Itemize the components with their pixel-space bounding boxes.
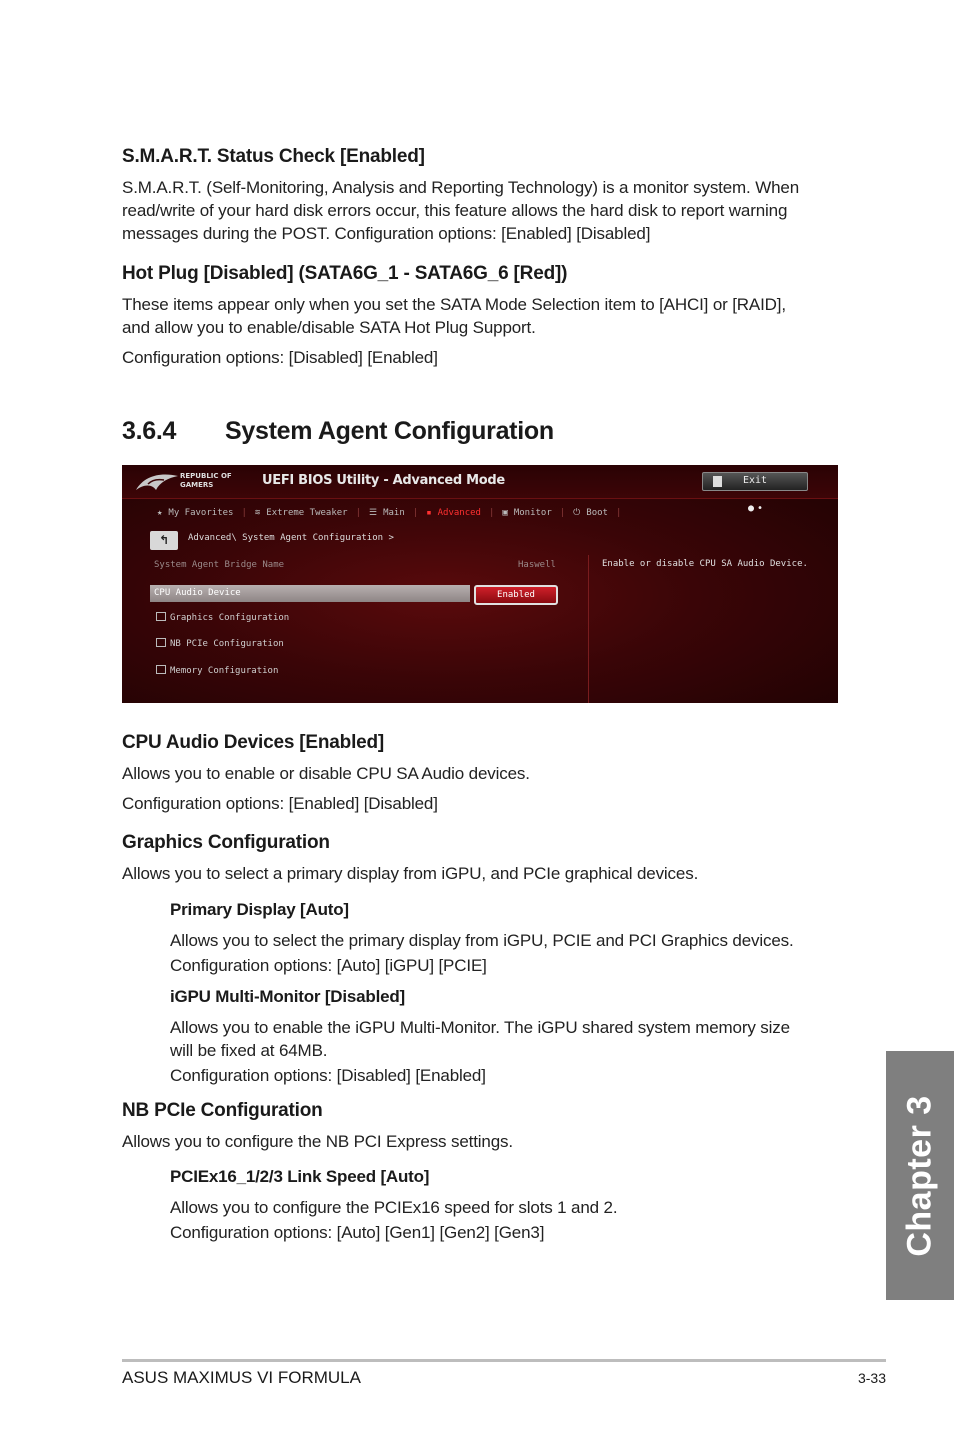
igpu-multi-monitor-heading: iGPU Multi-Monitor [Disabled] — [170, 987, 406, 1006]
bios-tab-advanced[interactable]: Advanced — [437, 508, 481, 518]
section-title: System Agent Configuration — [225, 417, 554, 445]
bios-help-text: Enable or disable CPU SA Audio Device. — [602, 559, 808, 569]
nb-pcie-heading: NB PCIe Configuration — [122, 1100, 323, 1121]
cpu-audio-desc: Allows you to enable or disable CPU SA Audio devices. — [122, 764, 530, 783]
bios-breadcrumb: Advanced\ System Agent Configuration > — [188, 533, 394, 543]
footer-divider — [122, 1359, 886, 1362]
chapter-tab — [886, 1051, 954, 1300]
bios-tab-extreme-tweaker[interactable]: Extreme Tweaker — [266, 508, 348, 518]
bios-panel-divider — [588, 555, 589, 703]
submenu-arrow-icon — [156, 638, 166, 647]
cpu-audio-options: Configuration options: [Enabled] [Disabled] — [122, 794, 438, 813]
bridge-name-value: Haswell — [518, 560, 556, 570]
submenu-arrow-icon — [156, 665, 166, 674]
section-number: 3.6.4 — [122, 417, 177, 445]
exit-door-icon — [713, 476, 722, 487]
cpu-audio-heading: CPU Audio Devices [Enabled] — [122, 732, 385, 753]
hotplug-options: Configuration options: [Disabled] [Enabled] — [122, 348, 438, 367]
bios-exit-label: Exit — [743, 475, 768, 486]
igpu-desc-line2: will be fixed at 64MB. — [170, 1041, 328, 1060]
bios-tab-monitor[interactable]: Monitor — [513, 508, 552, 518]
igpu-options: Configuration options: [Disabled] [Enabled] — [170, 1066, 486, 1085]
smart-desc-line2: read/write of your hard disk errors occur, this feature allows the hard disk to report warning — [122, 201, 788, 220]
bios-nav-bar: ★ My Favorites | ≋ Extreme Tweaker | ☰ Main | ▪ Advanced | ▣ Monitor | ⏻ Boot | — [157, 508, 622, 518]
igpu-desc-line1: Allows you to enable the iGPU Multi-Monitor. The iGPU shared system memory size — [170, 1018, 790, 1037]
cpu-audio-device-row[interactable] — [150, 585, 470, 602]
primary-display-heading: Primary Display [Auto] — [170, 900, 349, 919]
star-icon: ★ — [157, 508, 163, 518]
bios-screenshot — [122, 465, 838, 703]
bios-title-bar — [122, 465, 838, 499]
primary-display-options: Configuration options: [Auto] [iGPU] [PCIE] — [170, 956, 487, 975]
link-speed-desc: Allows you to configure the PCIEx16 speed for slots 1 and 2. — [170, 1198, 618, 1217]
graphics-desc: Allows you to select a primary display from iGPU, and PCIe graphical devices. — [122, 864, 699, 883]
nb-pcie-desc: Allows you to configure the NB PCI Express settings. — [122, 1132, 513, 1151]
page-indicator-dots: ●• — [748, 503, 767, 514]
hotplug-desc-line1: These items appear only when you set the SATA Mode Selection item to [AHCI] or [RAID], — [122, 295, 786, 314]
smart-desc-line3: messages during the POST. Configuration options: [Enabled] [Disabled] — [122, 224, 651, 243]
hotplug-desc-line2: and allow you to enable/disable SATA Hot Plug Support. — [122, 318, 536, 337]
cpu-audio-device-label: CPU Audio Device — [154, 588, 241, 598]
bios-tab-favorites[interactable]: My Favorites — [168, 508, 234, 518]
rog-logo-icon — [134, 470, 180, 494]
power-icon: ⏻ — [573, 508, 581, 518]
tweaker-icon: ≋ — [254, 508, 261, 518]
primary-display-desc: Allows you to select the primary display from iGPU, PCIE and PCI Graphics devices. — [170, 931, 794, 950]
back-arrow-icon: ↰ — [158, 533, 170, 547]
submenu-memory-configuration[interactable]: Memory Configuration — [156, 665, 278, 676]
footer-product-name: ASUS MAXIMUS VI FORMULA — [122, 1368, 361, 1387]
chapter-tab-label: Chapter 3 — [900, 1094, 939, 1257]
list-icon: ☰ — [369, 508, 378, 518]
graphics-heading: Graphics Configuration — [122, 832, 330, 853]
advanced-icon: ▪ — [426, 508, 432, 518]
footer-page-number: 3-33 — [857, 1370, 886, 1386]
bios-utility-title: UEFI BIOS Utility - Advanced Mode — [262, 473, 505, 488]
bridge-name-label: System Agent Bridge Name — [154, 560, 285, 570]
submenu-graphics-configuration[interactable]: Graphics Configuration — [156, 612, 289, 623]
smart-heading: S.M.A.R.T. Status Check [Enabled] — [122, 146, 425, 167]
submenu-arrow-icon — [156, 612, 166, 621]
submenu-nb-pcie-configuration[interactable]: NB PCIe Configuration — [156, 638, 284, 649]
smart-desc-line1: S.M.A.R.T. (Self-Monitoring, Analysis and Reporting Technology) is a monitor system. When — [122, 178, 800, 197]
bios-tab-boot[interactable]: Boot — [586, 508, 608, 518]
monitor-icon: ▣ — [502, 508, 508, 518]
cpu-audio-enabled-button[interactable]: Enabled — [474, 585, 558, 605]
rog-brand-text: REPUBLIC OF GAMERS — [180, 472, 232, 489]
bios-back-button[interactable] — [150, 531, 178, 550]
link-speed-heading: PCIEx16_1/2/3 Link Speed [Auto] — [170, 1167, 430, 1186]
bios-exit-button[interactable] — [702, 472, 808, 491]
hotplug-heading: Hot Plug [Disabled] (SATA6G_1 - SATA6G_6 [Red]) — [122, 263, 568, 284]
bios-tab-main[interactable]: Main — [383, 508, 405, 518]
link-speed-options: Configuration options: [Auto] [Gen1] [Gen2] [Gen3] — [170, 1223, 545, 1242]
